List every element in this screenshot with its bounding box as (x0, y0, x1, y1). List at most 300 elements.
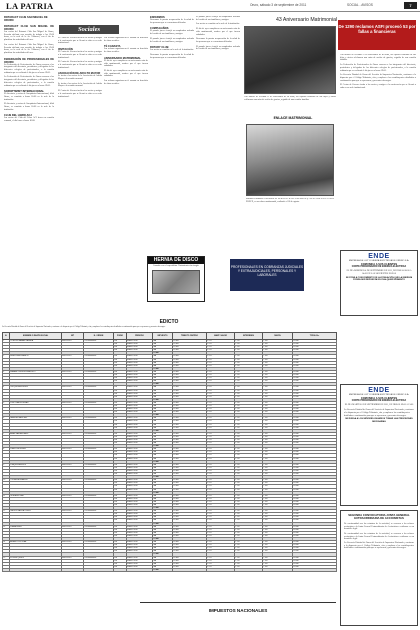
table-cell: 200 (114, 364, 127, 367)
table-cell: 25.948 (293, 466, 337, 469)
table-cell: 2.275 (207, 541, 235, 544)
table-cell: 1.170 (235, 451, 263, 454)
table-cell: IVA (153, 349, 173, 352)
table-cell: 1.170 (235, 565, 263, 568)
table-cell: 2.275 (207, 463, 235, 466)
table-cell: 7.120 (263, 358, 293, 361)
table-cell: 1.170 (235, 525, 263, 528)
table-cell: 7.120 (263, 503, 293, 506)
table-cell: 7.120 (263, 463, 293, 466)
table-cell: 2.275 (207, 528, 235, 531)
table-cell: 1.170 (235, 349, 263, 352)
table-cell: 200 (114, 395, 127, 398)
table-cell: ENERO 2010 (127, 417, 153, 420)
table-cell: 200 (114, 565, 127, 568)
table-cell: JUANA PEREZ (10, 525, 62, 528)
table-cell: 1.170 (235, 404, 263, 407)
table-cell: 1.170 (235, 361, 263, 364)
table-cell: IVA (153, 544, 173, 547)
table-cell: ENERO 2010 (127, 370, 153, 373)
table-cell: 25.948 (293, 473, 337, 476)
section-title: CLUB DEL LIBRO ACJ (4, 114, 32, 118)
table-cell: ENERO 2010 (127, 503, 153, 506)
edict-title: EDICTO (159, 319, 179, 325)
table-cell: 2.275 (207, 510, 235, 513)
table-cell (84, 568, 114, 571)
table-cell: ENERO 2010 (127, 346, 153, 349)
table-cell: 7.120 (263, 346, 293, 349)
table-cell: 15.383 (173, 361, 207, 364)
table-cell: ENERO 2010 (127, 463, 153, 466)
table-cell: 200 (114, 466, 127, 469)
table-cell: 7911100000055 (84, 448, 114, 451)
table-cell: 7.120 (263, 349, 293, 352)
table-cell: 1.170 (235, 469, 263, 472)
article-body: El Centro de Jóvenes invita a los socios y amigos a la conferencia que se llevará a cabo en su sede institucional. (340, 84, 416, 90)
table-cell: 25.948 (293, 435, 337, 438)
section-body: La Federación de Profesionales de Oruro convoca a los integrantes del directorio, presidentes y delegados de los diferentes colegios de profesionales, a la reunión ordinaria que se realizará el día jueves a horas 19:00. (4, 76, 54, 87)
table-cell: 2.275 (207, 442, 235, 445)
table-cell: 2.275 (207, 380, 235, 383)
table-cell: ENERO 2010 (127, 386, 153, 389)
section-title: TÉ CANASTA (104, 45, 121, 49)
table-cell: 25.948 (293, 343, 337, 346)
table-cell (114, 568, 127, 571)
edict-intro: La Gerencia Distrital de Oruro del Servicio de Impuestos Nacionales, conforme a lo dispuesto por el Código Tributario, cita y emplaza a los contribuyentes detallados a continuación para que se apersonen y presenten descargos. (2, 326, 166, 328)
table-cell: 1.170 (235, 426, 263, 429)
ende-heading: COMUNICA A SUS CLIENTES (360, 263, 398, 266)
table-cell: IVA (153, 497, 173, 500)
table-cell: ENERO 2010 (127, 510, 153, 513)
table-cell: IVA (153, 408, 173, 411)
table-cell: ENERO 2010 (127, 404, 153, 407)
table-cell: 13 (3, 525, 10, 528)
table-cell: 200 (114, 389, 127, 392)
table-cell: 200 (114, 531, 127, 534)
table-cell: ENERO 2010 (127, 426, 153, 429)
section-title: ENFERMOS (150, 16, 165, 19)
table-cell: TOTAL (153, 383, 173, 386)
table-cell: 15.383 (173, 417, 207, 420)
table-cell: 1.170 (235, 442, 263, 445)
edict-table-header (3, 333, 337, 340)
table-cell: 15.383 (173, 494, 207, 497)
hernia-ad-image (152, 270, 200, 294)
table-cell: 7.120 (263, 423, 293, 426)
ende-zones: La Gerencia Distrital de Oruro del Servicio de Impuestos Nacionales, conforme a lo dispuesto por el Código Tributario, cita y emplaza a los contribuyentes detallados a continuación para que se apersonen y presenten descargos. (344, 409, 414, 417)
table-cell: ENERO 2010 (127, 435, 153, 438)
table-cell: 15.383 (173, 559, 207, 562)
table-cell: 25.948 (293, 411, 337, 414)
section-body: El día de ayer cumplieron un aniversario más de vida matrimonial, motivo por el que fueron saludados. (104, 59, 148, 68)
section-title: SOROPTIMIST INTERNACIONAL (4, 90, 45, 94)
table-cell: 1.170 (235, 343, 263, 346)
table-cell: 2.275 (207, 408, 235, 411)
table-cell: IVA (153, 550, 173, 553)
table-cell: ENERO 2010 (127, 497, 153, 500)
section-body: Las señoras organizan un té canasta en beneficio de obras sociales. (104, 37, 148, 42)
table-cell: 7.120 (263, 392, 293, 395)
table-cell: 15.383 (173, 389, 207, 392)
table-cell: CONDORI MAMANI DANIELA (10, 340, 62, 343)
table-cell: 7.120 (263, 565, 293, 568)
table-cell: 2.275 (207, 435, 235, 438)
table-cell: ENERO 2010 (127, 408, 153, 411)
table-cell: 25.948 (293, 370, 337, 373)
table-cell: IVA (153, 547, 173, 550)
table-cell: 2.275 (207, 420, 235, 423)
table-cell: 4402251017 (62, 541, 84, 544)
table-cell: 1.170 (235, 346, 263, 349)
table-cell: 200 (114, 355, 127, 358)
table-cell: 25.948 (293, 386, 337, 389)
table-cell: IVA (153, 377, 173, 380)
table-cell: 7.120 (263, 404, 293, 407)
ende-body: EL DÍA DOMINGO 4 DE SEPTIEMBRE DE 2011, DE HORAS 08:00 A 14:00 EN LAS SIGUIENTES ZONAS (346, 270, 412, 276)
table-cell: 15.383 (173, 423, 207, 426)
table-cell: 1.170 (235, 494, 263, 497)
table-cell: 2.275 (207, 361, 235, 364)
table-cell: ENERO 2010 (127, 432, 153, 435)
section-label-sociales: Sociales (59, 25, 119, 34)
table-cell: 7.120 (263, 531, 293, 534)
table-cell: 4402251017 (62, 401, 84, 404)
table-cell: ENERO 2010 (127, 473, 153, 476)
table-cell: 15.383 (173, 432, 207, 435)
edict-column-header: Nº (3, 333, 10, 340)
hernia-ad[interactable] (147, 256, 205, 302)
table-cell: 11 (3, 494, 10, 497)
table-cell: 7911100000055 (84, 525, 114, 528)
section-title: ROTARY CLUB (150, 46, 169, 50)
table-cell: 2.275 (207, 426, 235, 429)
tax-agency-logo: IMPUESTOS NACIONALES (208, 608, 268, 613)
table-cell: PAREDES MARTINEZ (10, 417, 62, 420)
table-cell: 7.120 (263, 510, 293, 513)
header-date: Oruro, sábado 3 de septiembre de 2011 (250, 3, 307, 7)
table-cell: IVA (153, 503, 173, 506)
table-cell: IVA (153, 355, 173, 358)
table-cell: 2.275 (207, 534, 235, 537)
table-cell: 2.275 (207, 439, 235, 442)
table-cell: IVA (153, 343, 173, 346)
table-cell: ENERO 2010 (127, 395, 153, 398)
table-cell: 7.120 (263, 451, 293, 454)
table-cell: 25.948 (293, 556, 337, 559)
edict-column-header: FORM. (114, 333, 127, 340)
table-cell: TOTAL (153, 568, 173, 571)
table-cell: 7.120 (263, 377, 293, 380)
table-cell: 200 (114, 534, 127, 537)
section-body: Deseamos la pronta recuperación de la salud de las personas que se encuentran delicadas. (150, 19, 194, 24)
table-cell: 2.275 (207, 423, 235, 426)
table-cell: 25.948 (293, 349, 337, 352)
table-cell: 2.275 (207, 395, 235, 398)
table-cell: 25.948 (293, 510, 337, 513)
table-cell: 200 (114, 528, 127, 531)
table-cell: 25.948 (293, 426, 337, 429)
table-cell: 7.120 (263, 485, 293, 488)
table-cell: IVA (153, 473, 173, 476)
table-cell: 7911100000055 (84, 463, 114, 466)
table-cell: 1.170 (235, 513, 263, 516)
table-cell: 200 (114, 377, 127, 380)
table-cell: 200 (114, 510, 127, 513)
table-cell: 7.120 (263, 420, 293, 423)
table-cell: ENERO 2010 (127, 411, 153, 414)
table-cell: ENERO 2010 (127, 544, 153, 547)
table-cell: 15.383 (173, 392, 207, 395)
table-cell: 7.120 (263, 541, 293, 544)
collection-services-ad[interactable]: PROFESIONALES EN COBRANZAS JUDICIALES Y EXTRAJUDICIALES, PERSONALES Y LABORALES (230, 259, 304, 291)
table-cell: IVA (153, 562, 173, 565)
table-cell: 15.383 (173, 420, 207, 423)
table-cell: 7.120 (263, 469, 293, 472)
table-cell: IVA (153, 361, 173, 364)
social-column-3 (104, 37, 148, 315)
table-cell: 25.948 (293, 442, 337, 445)
table-cell: 25.948 (293, 562, 337, 565)
table-cell: 25.948 (293, 485, 337, 488)
table-cell: TOTAL (153, 445, 173, 448)
table-cell: 6 (3, 417, 10, 420)
table-cell: 7.120 (263, 500, 293, 503)
table-cell: 25.948 (293, 513, 337, 516)
table-cell: 15.383 (173, 544, 207, 547)
table-cell: 200 (114, 519, 127, 522)
table-cell: TOTAL (153, 429, 173, 432)
table-cell: ENERO 2010 (127, 340, 153, 343)
table-cell: ENERO 2010 (127, 469, 153, 472)
table-cell (3, 568, 10, 571)
table-cell: 7.120 (263, 528, 293, 531)
table-cell: ENERO 2010 (127, 559, 153, 562)
table-cell: 2.275 (207, 343, 235, 346)
table-cell: 3 (3, 370, 10, 373)
article-body: La Federación de Profesionales de Oruro convoca a los integrantes del directorio, presidentes y delegados de los diferentes colegios de profesionales, a la reunión ordinaria que se realizará el día jueves a horas 19:00. (340, 64, 416, 72)
table-cell: 15.383 (173, 439, 207, 442)
ende-company: EMPRESA DE LUZ Y FUERZA ELÉCTRICA DE ORURO S.A. (348, 260, 410, 262)
table-cell: 7.120 (263, 454, 293, 457)
table-cell: FLORES QUISPE (10, 556, 62, 559)
edict-column-header: TOTAL Bs. (293, 333, 337, 340)
table-cell: 15.383 (173, 556, 207, 559)
section-title: ANIVERSARIO MATRIMONIAL (104, 56, 141, 60)
table-cell: 7.120 (263, 473, 293, 476)
table-cell: 1.170 (235, 370, 263, 373)
table-cell: 14 (3, 541, 10, 544)
table-cell: IVA (153, 374, 173, 377)
table-cell: IVA (153, 541, 173, 544)
table-cell: 15.383 (173, 451, 207, 454)
article-body: Con motivo de recordar el 43 aniversario de su boda, los esposos rodeados de sus hijos y nietos celebraron una misa de acción de gracias, seguido de una reunión familiar. (340, 54, 416, 62)
table-cell: 2.275 (207, 547, 235, 550)
table-cell: 2 (3, 355, 10, 358)
table-cell: 25.948 (293, 463, 337, 466)
asfi-headline-ad: De 1290 reclamos ASFI procesó 53 por fallas a financieras (338, 20, 416, 50)
table-cell: 2.275 (207, 565, 235, 568)
table-cell: 25.948 (293, 531, 337, 534)
table-cell: 1.170 (235, 457, 263, 460)
section-body: Se invita a los socios de la Asociación de Adulto Mayor a la reunión mensual. (58, 75, 102, 81)
table-cell: ENERO 2010 (127, 482, 153, 485)
table-cell: IVA (153, 423, 173, 426)
table-cell: 25.948 (293, 482, 337, 485)
table-cell: 200 (114, 404, 127, 407)
table-cell: 25.948 (293, 479, 337, 482)
table-cell: 15.383 (173, 395, 207, 398)
table-cell: 200 (114, 392, 127, 395)
table-cell: 15.383 (173, 488, 207, 491)
table-cell: 1.170 (235, 340, 263, 343)
ende-logo: ENDE (368, 253, 390, 260)
table-cell (62, 568, 84, 571)
table-cell: 25.948 (293, 534, 337, 537)
table-cell: ENERO 2010 (127, 380, 153, 383)
table-cell: 25.948 (293, 417, 337, 420)
table-cell: 200 (114, 550, 127, 553)
table-cell: TOTAL (153, 491, 173, 494)
ende-notice-type: CORTE PROGRAMADO DE ENERGÍA ELÉCTRICA (351, 400, 407, 403)
table-cell: 1.170 (235, 358, 263, 361)
table-cell: 2.275 (207, 466, 235, 469)
table-cell: 2.275 (207, 355, 235, 358)
table-cell: 2.275 (207, 451, 235, 454)
table-cell: IVA (153, 500, 173, 503)
table-cell: 200 (114, 340, 127, 343)
table-cell: 200 (114, 349, 127, 352)
table-cell: 200 (114, 401, 127, 404)
table-cell: IVA (153, 565, 173, 568)
table-cell: JOAQUIN BERRIOS (10, 463, 62, 466)
table-cell: 200 (114, 408, 127, 411)
table-cell (10, 568, 62, 571)
table-cell (127, 568, 153, 571)
table-cell: 2.275 (207, 392, 235, 395)
table-cell: IVA (153, 386, 173, 389)
table-cell: 15.383 (173, 565, 207, 568)
table-cell: 200 (114, 432, 127, 435)
table-cell: 25.948 (293, 340, 337, 343)
table-cell: 1.170 (235, 519, 263, 522)
table-cell: IVA (153, 411, 173, 414)
table-cell: 15.383 (173, 448, 207, 451)
table-cell: 25.948 (293, 519, 337, 522)
table-cell: 200 (114, 500, 127, 503)
table-cell: 7.120 (263, 395, 293, 398)
table-cell: 7.120 (263, 435, 293, 438)
section-body: El pasado jueves festejó su cumpleaños rodeado del cariño de sus familiares y amigos. (150, 37, 194, 43)
table-cell: 1.170 (235, 386, 263, 389)
table-cell: 2.275 (207, 432, 235, 435)
table-cell: 15.383 (173, 516, 207, 519)
table-cell: 7.120 (263, 547, 293, 550)
table-cell: ENERO 2010 (127, 513, 153, 516)
table-cell: 25.948 (293, 541, 337, 544)
table-cell: 7911100000055 (84, 494, 114, 497)
table-cell: 200 (114, 457, 127, 460)
table-cell: IVA (153, 454, 173, 457)
table-cell: IVA (153, 516, 173, 519)
table-cell: 4402251017 (62, 525, 84, 528)
table-cell (235, 568, 263, 571)
table-cell: 25.948 (293, 550, 337, 553)
footer-ad (140, 602, 336, 618)
table-cell: 25.948 (293, 451, 337, 454)
table-cell: 1.170 (235, 528, 263, 531)
table-cell: ENERO 2010 (127, 420, 153, 423)
table-cell: 15.383 (173, 435, 207, 438)
ende-body: EL DÍA MARTES 6 DE SEPTIEMBRE DE 2011, DE HORAS 09:00 A 13:00 (344, 404, 414, 407)
table-cell: 200 (114, 547, 127, 550)
table-cell: 7911100000055 (84, 510, 114, 513)
table-cell: 4 (3, 386, 10, 389)
table-cell: ENERO 2010 (127, 374, 153, 377)
table-cell: 2.275 (207, 340, 235, 343)
table-cell: 7.120 (263, 550, 293, 553)
table-cell: ALVARO PORTUGAL (10, 541, 62, 544)
table-cell: 200 (114, 386, 127, 389)
table-cell: 1.170 (235, 380, 263, 383)
table-cell: 7.120 (263, 355, 293, 358)
table-cell: 7.120 (263, 386, 293, 389)
table-cell: ENERO 2010 (127, 528, 153, 531)
table-cell: 15.383 (173, 525, 207, 528)
anniversary-title: 43 Aniversario Matrimonial (276, 17, 338, 23)
section-body: El Centro de Jóvenes invita a los socios y amigos a la conferencia que se llevará a cabo en su sede institucional. (58, 61, 102, 69)
table-cell: 15.383 (173, 386, 207, 389)
table-cell: 2.275 (207, 519, 235, 522)
table-cell: IVA (153, 513, 173, 516)
table-cell: 200 (114, 343, 127, 346)
table-cell: JUAN JOSE NUÑEZ (10, 448, 62, 451)
table-cell: 15.383 (173, 547, 207, 550)
article-body: La Gerencia Distrital de Oruro del Servicio de Impuestos Nacionales, conforme a lo dispuesto por el Código Tributario, cita y emplaza a los contribuyentes detallados a continuación para que se apersonen y presenten descargos. (340, 74, 416, 82)
section-title: FEDERACIÓN DE PROFESIONALES DE ORURO (4, 57, 54, 64)
table-cell: 7911100000055 (84, 355, 114, 358)
table-cell: 7.120 (263, 488, 293, 491)
section-body: El Centro de Jóvenes invita a los socios y amigos a la conferencia que se llevará a cabo en su sede institucional. (58, 37, 102, 45)
table-cell: TOTAL (153, 538, 173, 541)
table-cell: 1.170 (235, 466, 263, 469)
table-cell: 7.120 (263, 525, 293, 528)
table-cell: IVA (153, 340, 173, 343)
table-cell: 2.275 (207, 386, 235, 389)
table-cell: 1.170 (235, 377, 263, 380)
table-cell: TOTAL (153, 367, 173, 370)
table-cell: 2.275 (207, 500, 235, 503)
meeting-title: SEGUNDA CONVOCATORIA JUNTA GENERAL EXTRAORDINARIA DE ACCIONISTAS (348, 513, 410, 521)
table-cell: 15.383 (173, 463, 207, 466)
table-cell: 7.120 (263, 442, 293, 445)
table-cell: 7.120 (263, 466, 293, 469)
table-cell: 1.170 (235, 423, 263, 426)
table-cell: 200 (114, 485, 127, 488)
section-title: INVITACIÓN (58, 48, 73, 52)
table-cell: 200 (114, 525, 127, 528)
table-cell: 15.383 (173, 500, 207, 503)
table-cell: ENERO 2010 (127, 494, 153, 497)
table-cell: 15.383 (173, 377, 207, 380)
table-cell: 25.948 (293, 497, 337, 500)
table-cell: 7.120 (263, 380, 293, 383)
hernia-ad-title: HERNIA DE DISCO (148, 257, 204, 264)
table-cell: 1.170 (235, 463, 263, 466)
table-cell: 25.948 (293, 448, 337, 451)
shareholders-meeting-notice (340, 510, 418, 626)
table-cell: 25.948 (293, 503, 337, 506)
table-cell: 7911100000055 (84, 340, 114, 343)
